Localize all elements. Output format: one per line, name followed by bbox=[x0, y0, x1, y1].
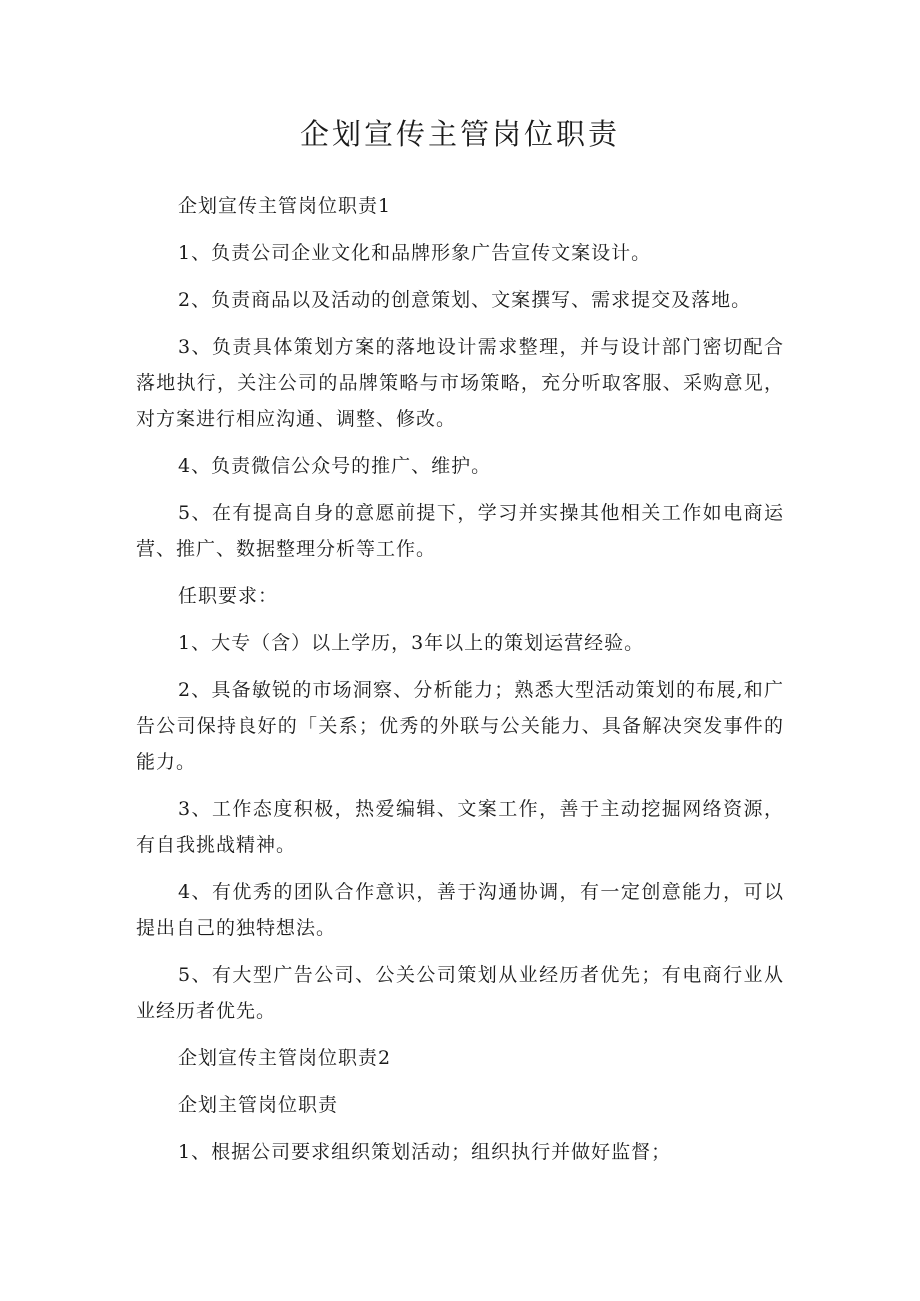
duty-item-1: 1、负责公司企业文化和品牌形象广告宣传文案设计。 bbox=[178, 242, 652, 264]
requirement-item-5: 5、有大型广告公司、公关公司策划从业经历者优先；有电商行业从业经历者优先。 bbox=[136, 964, 784, 1022]
duty-item-5: 5、在有提高自身的意愿前提下，学习并实操其他相关工作如电商运营、推广、数据整理分析等工作。 bbox=[136, 502, 784, 560]
subsection-heading: 企划主管岗位职责 bbox=[178, 1094, 339, 1116]
requirement-item-3: 3、工作态度积极，热爱编辑、文案工作，善于主动挖掘网络资源，有自我挑战精神。 bbox=[136, 798, 784, 856]
duty-item-3: 3、负责具体策划方案的落地设计需求整理，并与设计部门密切配合落地执行，关注公司的品牌策略与市场策略，充分听取客服、采购意见，对方案进行相应沟通、调整、修改。 bbox=[136, 336, 784, 430]
requirements-heading: 任职要求： bbox=[178, 585, 279, 607]
section2-item-1: 1、根据公司要求组织策划活动；组织执行并做好监督； bbox=[178, 1141, 672, 1163]
section-heading-1: 企划宣传主管岗位职责1 bbox=[178, 195, 392, 217]
section-heading-2: 企划宣传主管岗位职责2 bbox=[178, 1047, 392, 1069]
requirement-item-1: 1、大专（含）以上学历，3年以上的策划运营经验。 bbox=[178, 632, 645, 654]
document-body bbox=[136, 188, 784, 1181]
duty-item-4: 4、负责微信公众号的推广、维护。 bbox=[178, 455, 492, 477]
requirement-item-4: 4、有优秀的团队合作意识，善于沟通协调，有一定创意能力，可以提出自己的独特想法。 bbox=[136, 881, 784, 939]
document-title: 企划宣传主管岗位职责 bbox=[299, 117, 620, 151]
duty-item-2: 2、负责商品以及活动的创意策划、文案撰写、需求提交及落地。 bbox=[178, 289, 752, 311]
requirement-item-2: 2、具备敏锐的市场洞察、分析能力；熟悉大型活动策划的布展,和广告公司保持良好的「关系；优秀的外联与公关能力、具备解决突发事件的能力。 bbox=[136, 679, 784, 773]
